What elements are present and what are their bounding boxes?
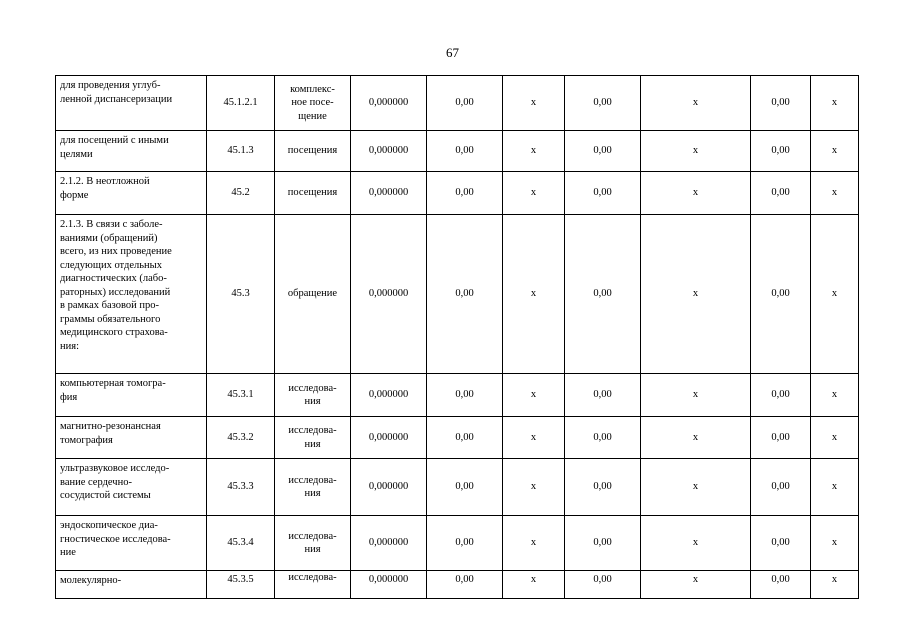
value-cell: х (503, 459, 565, 516)
table-row (56, 215, 859, 374)
value-cell: х (503, 172, 565, 215)
value-cell: 0,00 (565, 571, 641, 599)
value-cell: 0,00 (427, 374, 503, 417)
data-table (55, 75, 859, 599)
value-cell: 0,00 (427, 417, 503, 459)
value-cell: 0,000000 (351, 215, 427, 374)
value-cell: 0,00 (565, 459, 641, 516)
value-cell: 0,00 (565, 76, 641, 131)
value-cell: х (641, 417, 751, 459)
value-cell: 0,000000 (351, 516, 427, 571)
table-row (56, 172, 859, 215)
value-cell: 0,00 (751, 516, 811, 571)
value-cell: х (811, 516, 859, 571)
value-cell: х (641, 516, 751, 571)
value-cell: 0,00 (565, 374, 641, 417)
unit-cell: обращение (275, 215, 351, 374)
table-row (56, 516, 859, 571)
value-cell: 0,00 (565, 516, 641, 571)
value-cell: 0,00 (427, 76, 503, 131)
row-name-cell: ультразвуковое исследо- вание сердечно- сосудистой системы (56, 459, 207, 516)
value-cell: 0,00 (427, 131, 503, 172)
value-cell: х (811, 417, 859, 459)
row-name-cell: молекулярно- (56, 571, 207, 599)
table-row (56, 374, 859, 417)
value-cell: х (641, 459, 751, 516)
value-cell: 0,00 (751, 459, 811, 516)
row-name-cell: 2.1.3. В связи с заболе- ваниями (обращений) всего, из них проведение следующих отдельных диагностических (лабо- раторных) исследований в рамках базовой про- граммы обязательного медицинского страхова- ния: (56, 215, 207, 374)
row-name-cell: для посещений с иными целями (56, 131, 207, 172)
code-cell: 45.1.2.1 (207, 76, 275, 131)
value-cell: х (811, 215, 859, 374)
value-cell: 0,00 (427, 571, 503, 599)
value-cell: 0,00 (427, 516, 503, 571)
row-name-cell: для проведения углуб- ленной диспансеризации (56, 76, 207, 131)
code-cell: 45.3.5 (207, 571, 275, 599)
value-cell: 0,00 (751, 417, 811, 459)
row-name-cell: эндоскопическое диа- гностическое исследова- ние (56, 516, 207, 571)
value-cell: 0,00 (427, 459, 503, 516)
table-row (56, 131, 859, 172)
value-cell: х (503, 571, 565, 599)
code-cell: 45.3 (207, 215, 275, 374)
value-cell: 0,00 (751, 131, 811, 172)
value-cell: 0,00 (751, 76, 811, 131)
unit-cell: исследова- ния (275, 374, 351, 417)
table-row (56, 459, 859, 516)
table-row (56, 571, 859, 599)
table-row (56, 76, 859, 131)
value-cell: х (503, 516, 565, 571)
value-cell: х (811, 172, 859, 215)
code-cell: 45.3.3 (207, 459, 275, 516)
value-cell: х (811, 571, 859, 599)
value-cell: х (811, 374, 859, 417)
value-cell: 0,000000 (351, 374, 427, 417)
value-cell: х (811, 76, 859, 131)
row-name-cell: 2.1.2. В неотложной форме (56, 172, 207, 215)
value-cell: х (641, 131, 751, 172)
value-cell: х (503, 131, 565, 172)
value-cell: х (503, 374, 565, 417)
value-cell: 0,00 (427, 215, 503, 374)
value-cell: 0,000000 (351, 571, 427, 599)
value-cell: 0,00 (751, 215, 811, 374)
value-cell: х (641, 172, 751, 215)
value-cell: х (641, 374, 751, 417)
row-name-cell: магнитно-резонансная томография (56, 417, 207, 459)
value-cell: х (641, 571, 751, 599)
value-cell: 0,00 (565, 215, 641, 374)
value-cell: 0,00 (565, 172, 641, 215)
value-cell: х (641, 215, 751, 374)
code-cell: 45.3.4 (207, 516, 275, 571)
value-cell: х (811, 459, 859, 516)
value-cell: х (503, 417, 565, 459)
value-cell: 0,00 (751, 374, 811, 417)
unit-cell: исследова- ния (275, 459, 351, 516)
value-cell: 0,00 (565, 417, 641, 459)
table-row (56, 417, 859, 459)
code-cell: 45.2 (207, 172, 275, 215)
value-cell: 0,000000 (351, 459, 427, 516)
code-cell: 45.1.3 (207, 131, 275, 172)
value-cell: х (503, 215, 565, 374)
value-cell: х (503, 76, 565, 131)
row-name-cell: компьютерная томогра- фия (56, 374, 207, 417)
unit-cell: исследова- ния (275, 516, 351, 571)
value-cell: х (811, 131, 859, 172)
unit-cell: комплекс- ное посе- щение (275, 76, 351, 131)
code-cell: 45.3.2 (207, 417, 275, 459)
value-cell: 0,000000 (351, 76, 427, 131)
value-cell: 0,00 (565, 131, 641, 172)
code-cell: 45.3.1 (207, 374, 275, 417)
value-cell: х (641, 76, 751, 131)
value-cell: 0,00 (427, 172, 503, 215)
unit-cell: исследова- ния (275, 417, 351, 459)
unit-cell: посещения (275, 172, 351, 215)
unit-cell: исследова- (275, 571, 351, 599)
value-cell: 0,000000 (351, 417, 427, 459)
value-cell: 0,00 (751, 172, 811, 215)
value-cell: 0,00 (751, 571, 811, 599)
page-number: 67 (446, 45, 459, 60)
unit-cell: посещения (275, 131, 351, 172)
value-cell: 0,000000 (351, 172, 427, 215)
value-cell: 0,000000 (351, 131, 427, 172)
